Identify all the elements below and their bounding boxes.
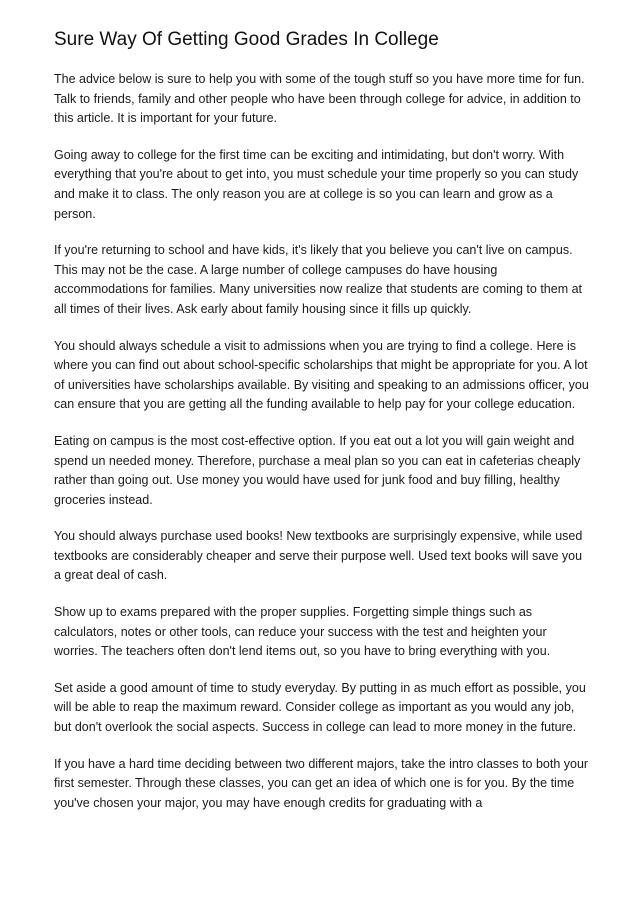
paragraph: You should always schedule a visit to admissions when you are trying to find a college. Here is where you can find out about school-specific scholarships that might be appropriate for you. A lot of universities have scholarships available. By visiting and speaking to an admissions officer, you can ensure that you are getting all the funding available to help pay for your college education. bbox=[54, 338, 589, 412]
paragraph: If you're returning to school and have kids, it's likely that you believe you can't live on campus. This may not be the case. A large number of college campuses do have housing accommodations for families. Many universities now realize that students are coming to them at all times of their lives. Ask early about family housing since it fills up quickly. bbox=[54, 243, 583, 316]
document-body bbox=[54, 70, 590, 813]
paragraph: Going away to college for the first time can be exciting and intimidating, but don't worry. With everything that you're about to get into, you must schedule your time properly so you can study and make it to class. The only reason you are at college is so you can learn and grow as a person. bbox=[54, 147, 579, 221]
paragraph: If you have a hard time deciding between two different majors, take the intro classes to both your first semester. Through these classes, you can get an idea of which one is for you. By the time you've chosen your major, you may have enough credits for graduating with a bbox=[54, 756, 589, 810]
paragraph: Show up to exams prepared with the proper supplies. Forgetting simple things such as calculators, notes or other tools, can reduce your success with the test and heighten your worries. The teachers often don't lend items out, so you have to bring everything with you. bbox=[54, 605, 551, 659]
paragraph: The advice below is sure to help you with some of the tough stuff so you have more time for fun. Talk to friends, family and other people who have been through college for advice, in addition to this article. It is important for your future. bbox=[54, 72, 585, 126]
paragraph: Eating on campus is the most cost-effective option. If you eat out a lot you will gain weight and spend un needed money. Therefore, purchase a meal plan so you can eat in cafeterias cheaply rather than going out. Use money you would have used for junk food and buy filling, healthy groceries instead. bbox=[54, 433, 581, 507]
document-title: Sure Way Of Getting Good Grades In College bbox=[54, 29, 439, 50]
paragraph: You should always purchase used books! New textbooks are surprisingly expensive, while used textbooks are considerably cheaper and serve their purpose well. Used text books will save you a great deal of cash. bbox=[54, 529, 583, 583]
paragraph: Set aside a good amount of time to study everyday. By putting in as much effort as possible, you will be able to reap the maximum reward. Consider college as important as you would any job, but don't overlook the social aspects. Success in college can lead to more money in the future. bbox=[54, 680, 586, 735]
document-page bbox=[54, 26, 590, 830]
